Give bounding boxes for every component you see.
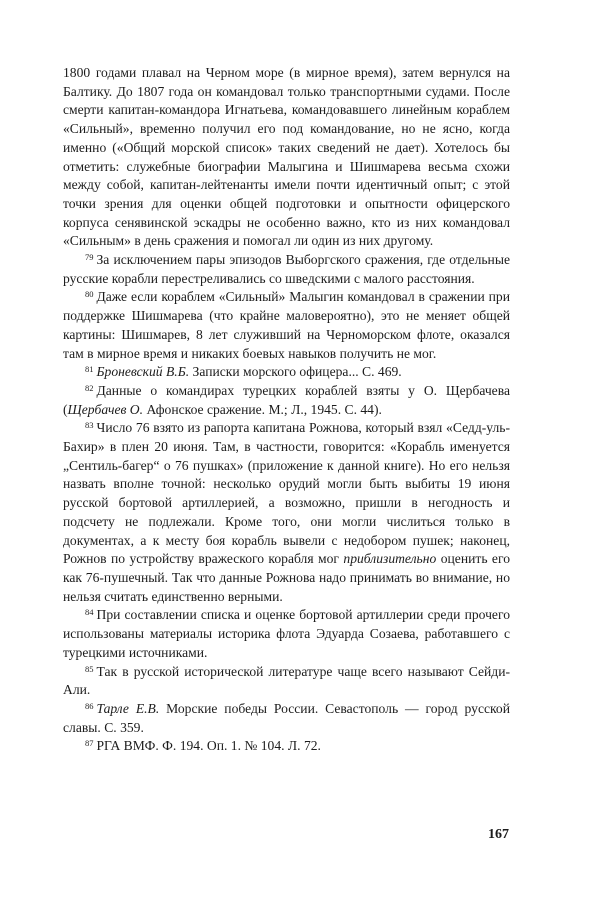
footnote-84 [63, 606, 510, 662]
page-number: 167 [488, 827, 509, 842]
footnote-author: Броневский В.Б. [96, 364, 190, 380]
footnote-text: Записки морского офицера... С. 469. [192, 364, 402, 380]
footnote-text: При составлении списка и оценке бортовой артиллерии среди прочего использованы материалы историка флота Эдуарда Созаева, работавшего с турецкими источниками. [63, 607, 510, 660]
footnote-number: 85 [85, 663, 94, 674]
footnote-number: 81 [85, 364, 94, 375]
footnote-81 [63, 363, 510, 382]
continuation-paragraph: 1800 годами плавал на Черном море (в мирное время), затем вернулся на Балтику. До 1807 года он командовал только транспортными судами. После смерти капитан-командора Игнатьева, командовавшего линейным кораблем «Сильный», временно получил его под командование, но не ясно, когда именно («Общий морской список» таких сведений не дает). Хотелось бы отметить: служебные биографии Малыгина и Шишмарева весьма схожи между собой, капитан-лейтенанты имели почти идентичный опыт; с этой точки зрения для оценки общей подготовки и опытности офицерского корпуса сенявинской эскадры не особенно важно, кто из них командовал «Сильным» в день сражения и помогал ли один из них другому. [63, 65, 510, 249]
footnote-text-before: Данные о командирах турецких кораблей взяты у О. Щербачева ( [63, 382, 510, 417]
footnote-number: 80 [85, 289, 94, 300]
footnote-83 [63, 419, 510, 606]
footnote-number: 82 [85, 382, 94, 393]
footnote-author: Щербачев О. [67, 401, 144, 417]
footnote-author: Тарле Е.В. [96, 700, 160, 716]
footnote-80 [63, 288, 510, 363]
footnote-85 [63, 663, 510, 700]
footnote-text: За исключением пары эпизодов Выборгского сражения, где отдельные русские корабли перестреливались со шведскими с малого расстояния. [63, 252, 510, 286]
footnote-number: 79 [85, 252, 94, 263]
footnote-text: Так в русской исторической литературе чаще всего называют Сейди-Али. [63, 663, 510, 698]
footnote-82 [63, 382, 510, 419]
footnote-86 [63, 700, 510, 737]
footnote-number: 83 [85, 420, 94, 431]
footnote-text-after: оценить его как 76-пушечный. Так что данные Рожнова надо принимать во внимание, но нельзя считать единственно верными. [63, 551, 510, 604]
footnote-emphasis: приблизительно [343, 551, 437, 567]
footnote-number: 86 [85, 700, 94, 711]
footnote-number: 84 [85, 607, 94, 618]
footnote-text-before: Число 76 взято из рапорта капитана Рожнова, который взял «Седд-уль-Бахир» в плен 20 июня. Там, в частности, говорится: «Корабль именуется „Сентиль-багер“ о 76 пушках» (приложение к данной книге). Но его нельзя назвать вполне точной: несколько орудий могли быть выбиты 19 июня русской бортовой артиллерией, а возможно, пришли в негодность и подсчету не подлежали. Кроме того, они могли числиться только в документах, а к месту боя корабль вывели с недобором пушек; наконец, Рожнов по устройству вражеского корабля мог [63, 420, 510, 567]
footnote-text: Даже если кораблем «Сильный» Малыгин командовал в сражении при поддержке Шишмарева (что крайне маловероятно), это не меняет общей картины: Шишмарев, 8 лет служивший на Черноморском флоте, оказался там в мирное время и никаких боевых навыков получить не мог. [63, 289, 510, 361]
footnote-number: 87 [85, 738, 94, 749]
footnote-text-after: Афонское сражение. М.; Л., 1945. С. 44). [146, 401, 382, 417]
footnote-text: РГА ВМФ. Ф. 194. Оп. 1. № 104. Л. 72. [96, 738, 321, 754]
footnote-79 [63, 251, 510, 288]
footnote-87 [63, 737, 510, 756]
page-text [63, 64, 510, 756]
footnote-text: Морские победы России. Севастополь — город русской славы. С. 359. [63, 700, 511, 735]
